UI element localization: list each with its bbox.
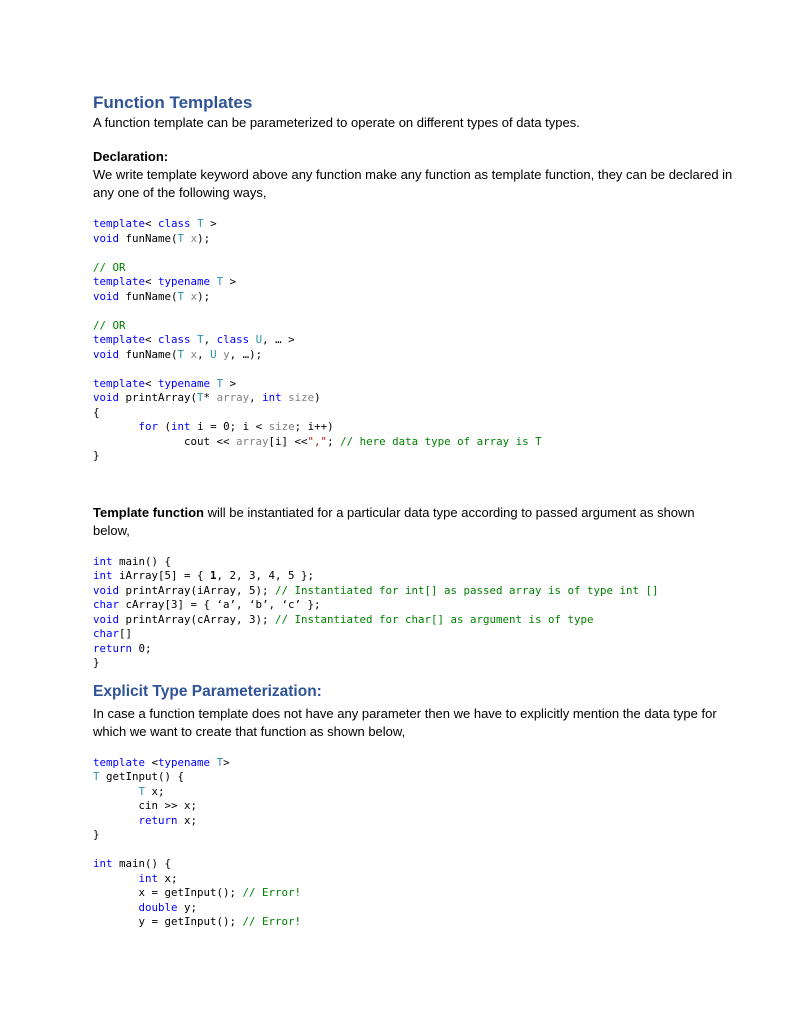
code-token: , 2, 3, 4, 5 }; [216, 569, 315, 582]
code-token: for [138, 420, 159, 433]
code-token: int [262, 391, 282, 404]
declaration-bold: Declaration: [93, 149, 169, 164]
code-token: y; [177, 900, 198, 914]
code-token: , … > [262, 333, 295, 346]
code-token: x; [177, 813, 198, 827]
code-token [93, 814, 139, 827]
code-token: T [216, 755, 224, 769]
code-token: * [203, 391, 217, 404]
document-page [93, 92, 733, 930]
code-token: main() { [112, 857, 172, 870]
code-token: ); [197, 289, 211, 303]
code-block-getinput [93, 756, 733, 930]
code-token: char [93, 627, 120, 640]
code-token: > [223, 755, 230, 769]
code-token: char [93, 598, 120, 611]
code-token: main() { [112, 554, 172, 568]
code-token [93, 420, 139, 433]
code-token: x; [145, 784, 165, 798]
code-token: cArray[3] = { ‘a’, ‘b’, ‘c’ }; [119, 598, 321, 611]
code-token: [] [119, 627, 133, 640]
code-token: T [93, 770, 100, 783]
code-token: size [288, 391, 315, 404]
code-token: < [145, 333, 159, 346]
code-token: ) [314, 391, 321, 404]
code-token: printArray(iArray, 5); [119, 583, 276, 597]
code-token: return [138, 813, 178, 827]
code-token: class [216, 333, 250, 346]
code-token: void [93, 583, 120, 597]
code-token: y [223, 347, 230, 361]
code-token: < [145, 275, 159, 288]
code-token: < [145, 755, 159, 769]
code-token: void [93, 231, 120, 245]
code-token: funName( [119, 289, 178, 303]
code-comment: // here data type of array is T [340, 434, 542, 448]
code-token: , [197, 347, 211, 361]
code-token: ; i++) [294, 420, 334, 433]
code-comment: // Instantiated for int[] as passed array is of type int [] [275, 583, 659, 597]
code-block-declaration [93, 217, 733, 464]
code-token: ( [158, 420, 172, 433]
code-token: , …); [229, 347, 263, 361]
code-token: > [203, 217, 217, 230]
code-comment: // Error! [242, 886, 302, 899]
code-token: template [93, 755, 146, 769]
code-token: [i] << [268, 434, 308, 448]
code-token: T [177, 289, 185, 303]
code-token: return [93, 641, 133, 655]
code-token: printArray( [119, 391, 198, 404]
code-token: class [158, 333, 191, 346]
code-token: typename [158, 376, 211, 390]
code-token: ; [327, 434, 341, 448]
code-token: U [255, 333, 263, 346]
code-token: x [190, 347, 198, 361]
code-token: int [138, 871, 159, 885]
code-token: void [93, 289, 120, 303]
code-token: T [216, 376, 224, 390]
code-token: U [210, 347, 217, 361]
code-token: array [236, 434, 269, 448]
code-token: x; [158, 871, 178, 885]
code-token: size [268, 420, 295, 433]
code-token [93, 785, 139, 798]
code-token: x = getInput(); [93, 886, 243, 899]
code-token: < [145, 217, 159, 230]
code-token: > [223, 376, 237, 390]
code-token: getInput() { [99, 770, 185, 783]
code-token: 0; [132, 641, 152, 655]
code-token: T [138, 784, 146, 798]
code-token: int [93, 857, 113, 870]
code-token: int [93, 569, 113, 582]
code-token: T [197, 217, 204, 230]
code-token: "," [307, 434, 328, 448]
explicit-paragraph: In case a function template does not have any parameter then we have to explicitly mention the data type for which we want to create that function as shown below, [93, 705, 717, 739]
code-token: printArray(cArray, 3); [119, 612, 276, 626]
code-token: i = 0; i < [190, 420, 269, 433]
code-token: } [93, 449, 100, 462]
code-token: template [93, 376, 146, 390]
code-token: T [216, 275, 224, 288]
code-token: array [216, 391, 250, 404]
code-token: void [93, 391, 120, 404]
code-token: template [93, 217, 146, 230]
code-token [93, 901, 139, 914]
code-token: , [249, 391, 263, 404]
code-token: typename [158, 755, 211, 769]
code-token: void [93, 612, 120, 626]
code-token: T [177, 347, 185, 361]
code-token: double [138, 900, 178, 914]
code-token: } [93, 828, 100, 841]
code-token: iArray[5] = { [112, 569, 211, 582]
code-token: < [145, 376, 159, 390]
code-token: typename [158, 275, 211, 288]
code-token: int [171, 420, 191, 433]
code-token: T [197, 333, 204, 346]
code-token: x [190, 289, 198, 303]
code-token: , [203, 333, 217, 346]
code-token: funName( [119, 231, 178, 245]
declaration-paragraph: We write template keyword above any function make any function as template function, they can be declared in any one of the following ways, [93, 167, 733, 200]
declaration-label [93, 148, 733, 166]
code-comment: // OR [93, 318, 126, 332]
code-comment: // Instantiated for char[] as argument is of type [275, 612, 594, 626]
code-token: int [93, 554, 113, 568]
code-comment: // OR [93, 260, 126, 274]
code-token: x [190, 231, 198, 245]
code-token: funName( [119, 347, 178, 361]
heading-function-templates: Function Templates [93, 93, 253, 112]
code-token: > [223, 275, 237, 288]
code-comment: // Error! [242, 915, 302, 928]
code-token: ); [197, 231, 211, 245]
template-function-bold: Template function [93, 504, 204, 520]
code-token: T [197, 391, 204, 404]
code-block-main-instantiation [93, 555, 733, 671]
code-token: cin >> x; [93, 799, 198, 812]
code-token: } [93, 656, 100, 669]
code-token: class [158, 217, 191, 230]
code-token: template [93, 275, 146, 288]
code-token: void [93, 347, 120, 361]
template-function-text: will be instantiated for a particular data type according to passed argument as shown below, [93, 504, 695, 538]
code-token: T [177, 231, 185, 245]
template-function-paragraph [93, 504, 733, 540]
code-token: template [93, 333, 146, 346]
code-token: { [93, 405, 100, 419]
code-token: y = getInput(); [93, 915, 243, 928]
code-token: cout << [93, 434, 237, 448]
intro-paragraph: A function template can be parameterized to operate on different types of data types. [93, 115, 580, 130]
heading-explicit-type-parameterization: Explicit Type Parameterization: [93, 682, 322, 700]
code-token [93, 872, 139, 885]
code-token: 1 [210, 569, 217, 582]
